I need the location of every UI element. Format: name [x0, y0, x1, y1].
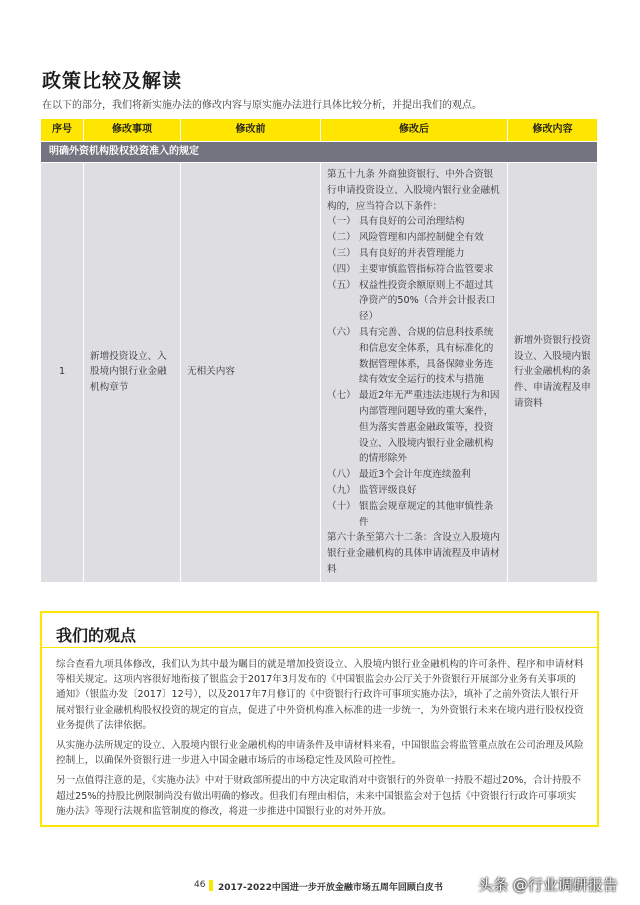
- comparison-table: [40, 118, 598, 583]
- row-number: 1: [41, 163, 84, 583]
- condition-item: （七） 最近2年无严重违法违规行为和因内部管理问题导致的重大案件，但为落实普惠金融政策等，投资设立、入股境内银行业金融机构的情形除外: [327, 390, 500, 465]
- after-outro: 第六十条至第六十二条：含设立入股境内银行业金融机构的具体申请流程及申请材料: [327, 532, 500, 575]
- opinion-box: [40, 611, 599, 827]
- header-after: 修改后: [321, 119, 508, 142]
- row-content: 新增外资银行投资设立、入股境内银行业金融机构的条件、申请流程及申请资料: [508, 163, 598, 583]
- header-number: 序号: [41, 119, 84, 142]
- footer-accent-bar: [209, 880, 213, 891]
- opinion-heading: 我们的观点: [56, 626, 137, 645]
- condition-item: （一） 具有良好的公司治理结构: [327, 216, 465, 228]
- opinion-paragraph: 另一点值得注意的是，《实施办法》中对于财政部所提出的中方决定取消对中资银行的外资单一持股不超过20%，合计持股不超过25%的持股比例限制尚没有做出明确的修改。但我们有理由相信，未来中国银监会对于包括《中资银行行政许可事项实施办法》等现行法规和监管制度的修改，将进一步推进中国银行业的对外开放。: [56, 775, 581, 817]
- condition-item: （十） 银监会规章规定的其他审慎性条件: [327, 500, 494, 528]
- header-content: 修改内容: [508, 119, 598, 142]
- watermark: 头条 @行业调研报告: [478, 876, 618, 894]
- header-before: 修改前: [181, 119, 321, 142]
- row-after: [321, 163, 508, 583]
- section-row: [41, 142, 598, 163]
- row-before: 无相关内容: [181, 163, 321, 583]
- table-row: [41, 163, 598, 583]
- condition-item: （六） 具有完善、合规的信息科技系统和信息安全体系，具有标准化的数据管理体系，具备保障业务连续有效安全运行的技术与措施: [327, 326, 494, 386]
- opinion-paragraph: 从实施办法所规定的设立、入股境内银行业金融机构的申请条件及申请材料来看，中国银监会将监管重点放在公司治理及风险控制上，以确保外资银行进一步进入中国金融市场后的市场稳定性及风险可控性。: [56, 740, 584, 767]
- opinion-divider: [42, 647, 597, 648]
- footer-title: 2017-2022中国进一步开放金融市场五周年回顾白皮书: [218, 883, 443, 893]
- section-label: 明确外资机构股权投资准入的规定: [41, 142, 598, 163]
- condition-item: （二） 风险管理和内部控制健全有效: [327, 232, 484, 244]
- intro-text: 在以下的部分，我们将新实施办法的修改内容与原实施办法进行具体比较分析，并提出我们的观点。: [42, 100, 482, 111]
- after-intro: 第五十九条 外商独资银行、中外合资银行申请投资设立、入股境内银行业金融机构的，应当符合以下条件：: [327, 169, 500, 212]
- table-header-row: [41, 119, 598, 142]
- row-item: 新增投资设立、入股境内银行业金融机构章节: [84, 163, 181, 583]
- condition-item: （九） 监管评级良好: [327, 484, 417, 496]
- opinion-paragraph: 综合查看九项具体修改，我们认为其中最为瞩目的就是增加投资设立、入股境内银行业金融机构的许可条件、程序和申请材料等相关规定。这项内容很好地衔接了银监会于2017年3月发布的《中国银监会办公厅关于外资银行开展部分业务有关事项的通知》（银监办发〔2017〕12号），以及2017年7月修订的《中资银行行政许可事项实施办法》，填补了之前外资法人银行开展对银行业金融机构股权投资的规定的盲点，促进了中外资机构准入标准的进一步统一，为外资银行未来在境内进行股权投资业务提供了法律依据。: [56, 659, 584, 731]
- condition-item: （八） 最近3个会计年度连续盈利: [327, 469, 471, 481]
- page-number: 46: [194, 880, 206, 890]
- opinion-body: [56, 657, 585, 824]
- condition-item: （五） 权益性投资余额原则上不超过其净资产的50%（合并会计报表口径）: [327, 279, 496, 323]
- page-title: 政策比较及解读: [42, 70, 183, 92]
- header-item: 修改事项: [84, 119, 181, 142]
- condition-item: （四） 主要审慎监管指标符合监管要求: [327, 263, 494, 275]
- condition-item: （三） 具有良好的并表管理能力: [327, 247, 465, 259]
